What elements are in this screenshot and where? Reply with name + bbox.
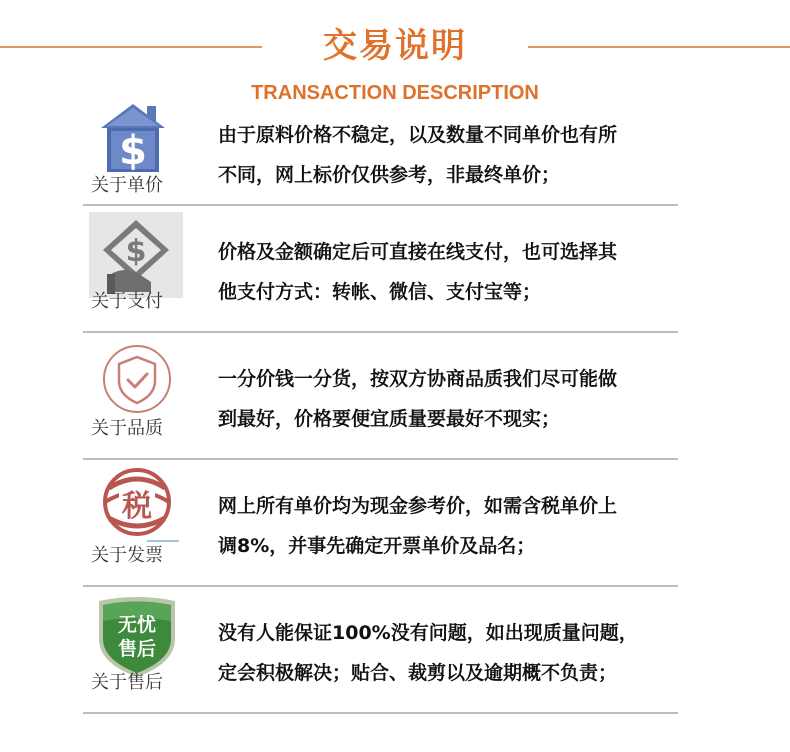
row-description-line: 一分价钱一分货，按双方协商品质我们尽可能做 bbox=[218, 368, 618, 390]
after-sales-shield-icon bbox=[89, 593, 183, 679]
shield-check-icon bbox=[89, 339, 183, 425]
row-label: 关于售后 bbox=[91, 672, 163, 693]
row-description bbox=[218, 486, 673, 566]
badge-line: 售后 bbox=[117, 638, 157, 660]
row-description bbox=[218, 359, 673, 439]
row-label: 关于品质 bbox=[91, 418, 163, 439]
row-label: 关于单价 bbox=[91, 175, 163, 196]
row-description-line: 没有人能保证100%没有问题，如出现质量问题， bbox=[218, 622, 638, 644]
list-item-invoice bbox=[83, 460, 678, 587]
row-description-line: 定会积极解决；贴合、裁剪以及逾期概不负责； bbox=[218, 662, 618, 684]
list-item-quality bbox=[83, 333, 678, 460]
row-description bbox=[218, 115, 673, 195]
house-dollar-icon bbox=[89, 98, 183, 184]
row-description-line: 由于原料价格不稳定，以及数量不同单价也有所 bbox=[218, 124, 618, 146]
row-description-line: 不同，网上标价仅供参考，非最终单价； bbox=[218, 164, 561, 186]
svg-text:$: $ bbox=[125, 234, 147, 269]
description-list bbox=[83, 92, 678, 714]
row-description-line: 价格及金额确定后可直接在线支付，也可选择其 bbox=[218, 241, 618, 263]
row-label: 关于支付 bbox=[91, 291, 163, 312]
tax-emblem-text: 税 bbox=[122, 489, 152, 524]
page-subtitle: TRANSACTION DESCRIPTION bbox=[251, 82, 539, 104]
row-description-line: 调8%，并事先确定开票单价及品名； bbox=[218, 535, 536, 557]
row-label: 关于发票 bbox=[91, 545, 163, 566]
row-description-line: 网上所有单价均为现金参考价，如需含税单价上 bbox=[218, 495, 618, 517]
row-description-line: 他支付方式：转帐、微信、支付宝等； bbox=[218, 281, 542, 303]
page-title: 交易说明 bbox=[323, 26, 467, 66]
svg-text:$: $ bbox=[119, 128, 147, 174]
row-description-line: 到最好，价格要便宜质量要最好不现实； bbox=[218, 408, 561, 430]
tax-emblem-icon bbox=[89, 466, 183, 552]
list-item-after-sales bbox=[83, 587, 678, 714]
hand-dollar-icon bbox=[89, 212, 183, 298]
badge-line: 无忧 bbox=[117, 614, 157, 636]
row-description bbox=[218, 613, 673, 693]
row-description bbox=[218, 232, 673, 312]
list-item-price bbox=[83, 92, 678, 206]
list-item-payment bbox=[83, 206, 678, 333]
